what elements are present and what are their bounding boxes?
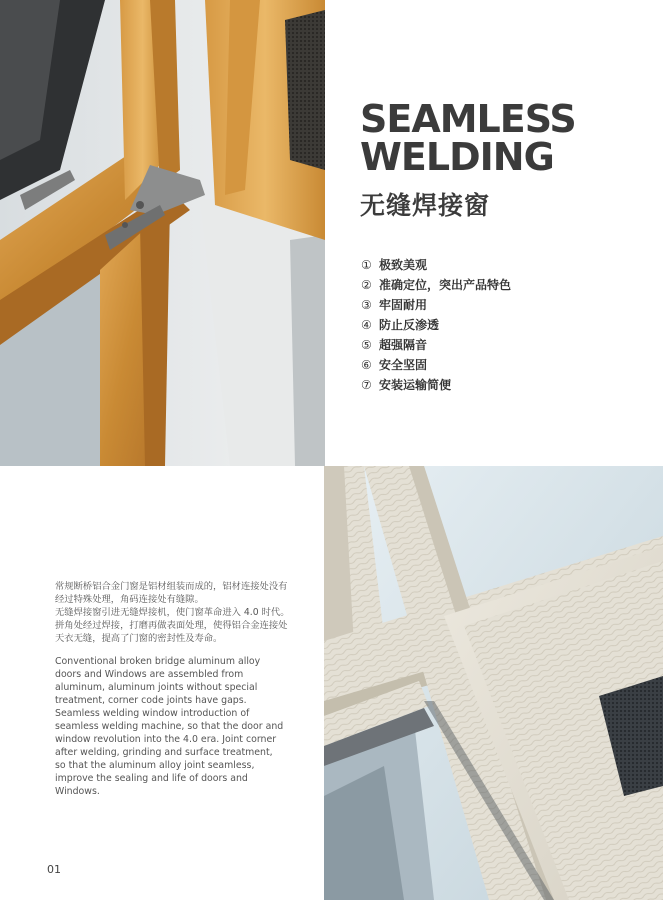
feature-text: 防止反渗透 — [379, 318, 440, 332]
feature-number: ① — [361, 258, 372, 272]
feature-item — [361, 315, 511, 335]
feature-number: ② — [361, 278, 372, 292]
feature-item — [361, 295, 511, 315]
feature-item — [361, 355, 511, 375]
title-en-line2: WELDING — [360, 135, 554, 179]
feature-number: ⑥ — [361, 358, 372, 372]
feature-number: ⑤ — [361, 338, 372, 352]
body-cn-paragraph-1: 常规断桥铝合金门窗是铝材组装而成的，铝材连接处没有经过特殊处理，角码连接处有缝隙。 — [55, 581, 288, 605]
body-text-cn — [55, 580, 290, 645]
feature-text: 安装运输简便 — [379, 378, 452, 392]
feature-number: ④ — [361, 318, 372, 332]
feature-text: 超强隔音 — [379, 338, 428, 352]
feature-text: 准确定位，突出产品特色 — [379, 278, 512, 292]
feature-item — [361, 375, 511, 395]
title-block — [360, 97, 576, 222]
feature-item — [361, 255, 511, 275]
feature-text: 牢固耐用 — [379, 298, 428, 312]
page-number: 01 — [47, 863, 61, 876]
feature-number: ③ — [361, 298, 372, 312]
feature-list — [361, 255, 511, 395]
white-window-photo — [324, 466, 663, 900]
feature-text: 安全坚固 — [379, 358, 428, 372]
feature-item — [361, 335, 511, 355]
feature-number: ⑦ — [361, 378, 372, 392]
wood-window-photo — [0, 0, 325, 466]
body-text-en: Conventional broken bridge aluminum alloy doors and Windows are assembled from aluminum, aluminum joints without special treatment, corner code joints have gaps. Seamless welding window introduction of seamless welding machine, so that the door and window revolution into the 4.0 era. Joint corner after welding, grinding and surface treatment, so that the aluminum alloy joint seamless, improve the sealing and life of doors and Windows. — [55, 656, 284, 797]
title-cn: 无缝焊接窗 — [360, 191, 491, 220]
feature-text: 极致美观 — [379, 258, 428, 272]
body-cn-paragraph-2: 无缝焊接窗引进无缝焊接机，使门窗革命进入 4.0 时代。拼角处经过焊接，打磨再做表面处理，使得铝合金连接处天衣无缝，提高了门窗的密封性及寿命。 — [55, 607, 290, 644]
title-en-line1: SEAMLESS — [360, 97, 576, 141]
feature-item — [361, 275, 511, 295]
